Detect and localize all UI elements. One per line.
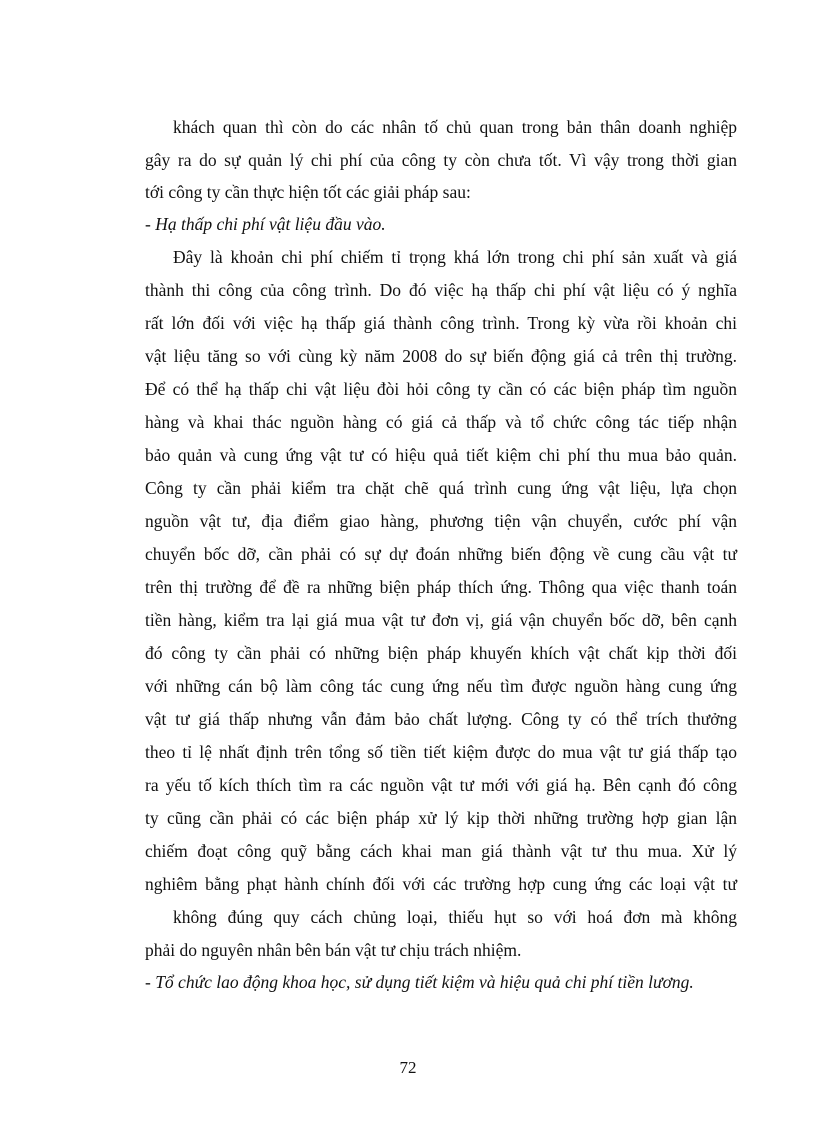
text-line: chuyển bốc dỡ, cần phải có sự dự đoán những biến động về cung cầu vật tư [145, 544, 737, 564]
italic-heading-line: - Hạ thấp chi phí vật liệu đầu vào. [145, 214, 386, 234]
text-line: hàng và khai thác nguồn hàng có giá cả thấp và tổ chức công tác tiếp nhận [145, 412, 737, 432]
text-line: ty cũng cần phải có các biện pháp xử lý kịp thời những trường hợp gian lận [145, 808, 737, 828]
text-line: vật tư giá thấp nhưng vẫn đảm bảo chất lượng. Công ty có thể trích thưởng [145, 709, 737, 729]
text-line: tiền hàng, kiểm tra lại giá mua vật tư đơn vị, giá vận chuyển bốc dỡ, bên cạnh [145, 610, 737, 630]
text-line: rất lớn đối với việc hạ thấp giá thành công trình. Trong kỳ vừa rồi khoản chi [145, 313, 737, 333]
text-line: theo tỉ lệ nhất định trên tổng số tiền tiết kiệm được do mua vật tư giá thấp tạo [145, 742, 737, 762]
text-line: gây ra do sự quản lý chi phí của công ty còn chưa tốt. Vì vậy trong thời gian [145, 150, 737, 170]
text-line: với những cán bộ làm công tác cung ứng nếu tìm được nguồn hàng cung ứng [145, 676, 737, 696]
text-line: Đây là khoản chi phí chiếm tỉ trọng khá lớn trong chi phí sản xuất và giá [173, 247, 737, 267]
text-line: chiếm đoạt công quỹ bằng cách khai man giá thành vật tư thu mua. Xử lý [145, 841, 737, 861]
text-line: trên thị trường để đề ra những biện pháp thích ứng. Thông qua việc thanh toán [145, 577, 737, 597]
text-line: Công ty cần phải kiểm tra chặt chẽ quá trình cung ứng vật liệu, lựa chọn [145, 478, 737, 498]
text-line: khách quan thì còn do các nhân tố chủ quan trong bản thân doanh nghiệp [173, 117, 737, 137]
text-line: Để có thể hạ thấp chi vật liệu đòi hỏi công ty cần có các biện pháp tìm nguồn [145, 379, 737, 399]
text-line: không đúng quy cách chủng loại, thiếu hụt so với hoá đơn mà không [173, 907, 737, 927]
text-line: thành thi công của công trình. Do đó việc hạ thấp chi phí vật liệu có ý nghĩa [145, 280, 737, 300]
italic-heading-line: - Tổ chức lao động khoa học, sử dụng tiết kiệm và hiệu quả chi phí tiền lương. [145, 972, 694, 992]
text-line: đó công ty cần phải có những biện pháp khuyến khích vật chất kịp thời đối [145, 643, 737, 663]
text-line: bảo quản và cung ứng vật tư có hiệu quả tiết kiệm chi phí thu mua bảo quản. [145, 445, 737, 465]
text-line: nghiêm bằng phạt hành chính đối với các trường hợp cung ứng các loại vật tư [145, 874, 737, 894]
text-line: vật liệu tăng so với cùng kỳ năm 2008 do sự biến động giá cả trên thị trường. [145, 346, 737, 366]
text-line: tới công ty cần thực hiện tốt các giải pháp sau: [145, 182, 471, 202]
page-number: 72 [399, 1058, 417, 1077]
text-line: phải do nguyên nhân bên bán vật tư chịu trách nhiệm. [145, 940, 522, 960]
text-line: ra yếu tố kích thích tìm ra các nguồn vật tư mới với giá hạ. Bên cạnh đó công [145, 775, 737, 795]
text-line: nguồn vật tư, địa điểm giao hàng, phương tiện vận chuyển, cước phí vận [145, 511, 737, 531]
